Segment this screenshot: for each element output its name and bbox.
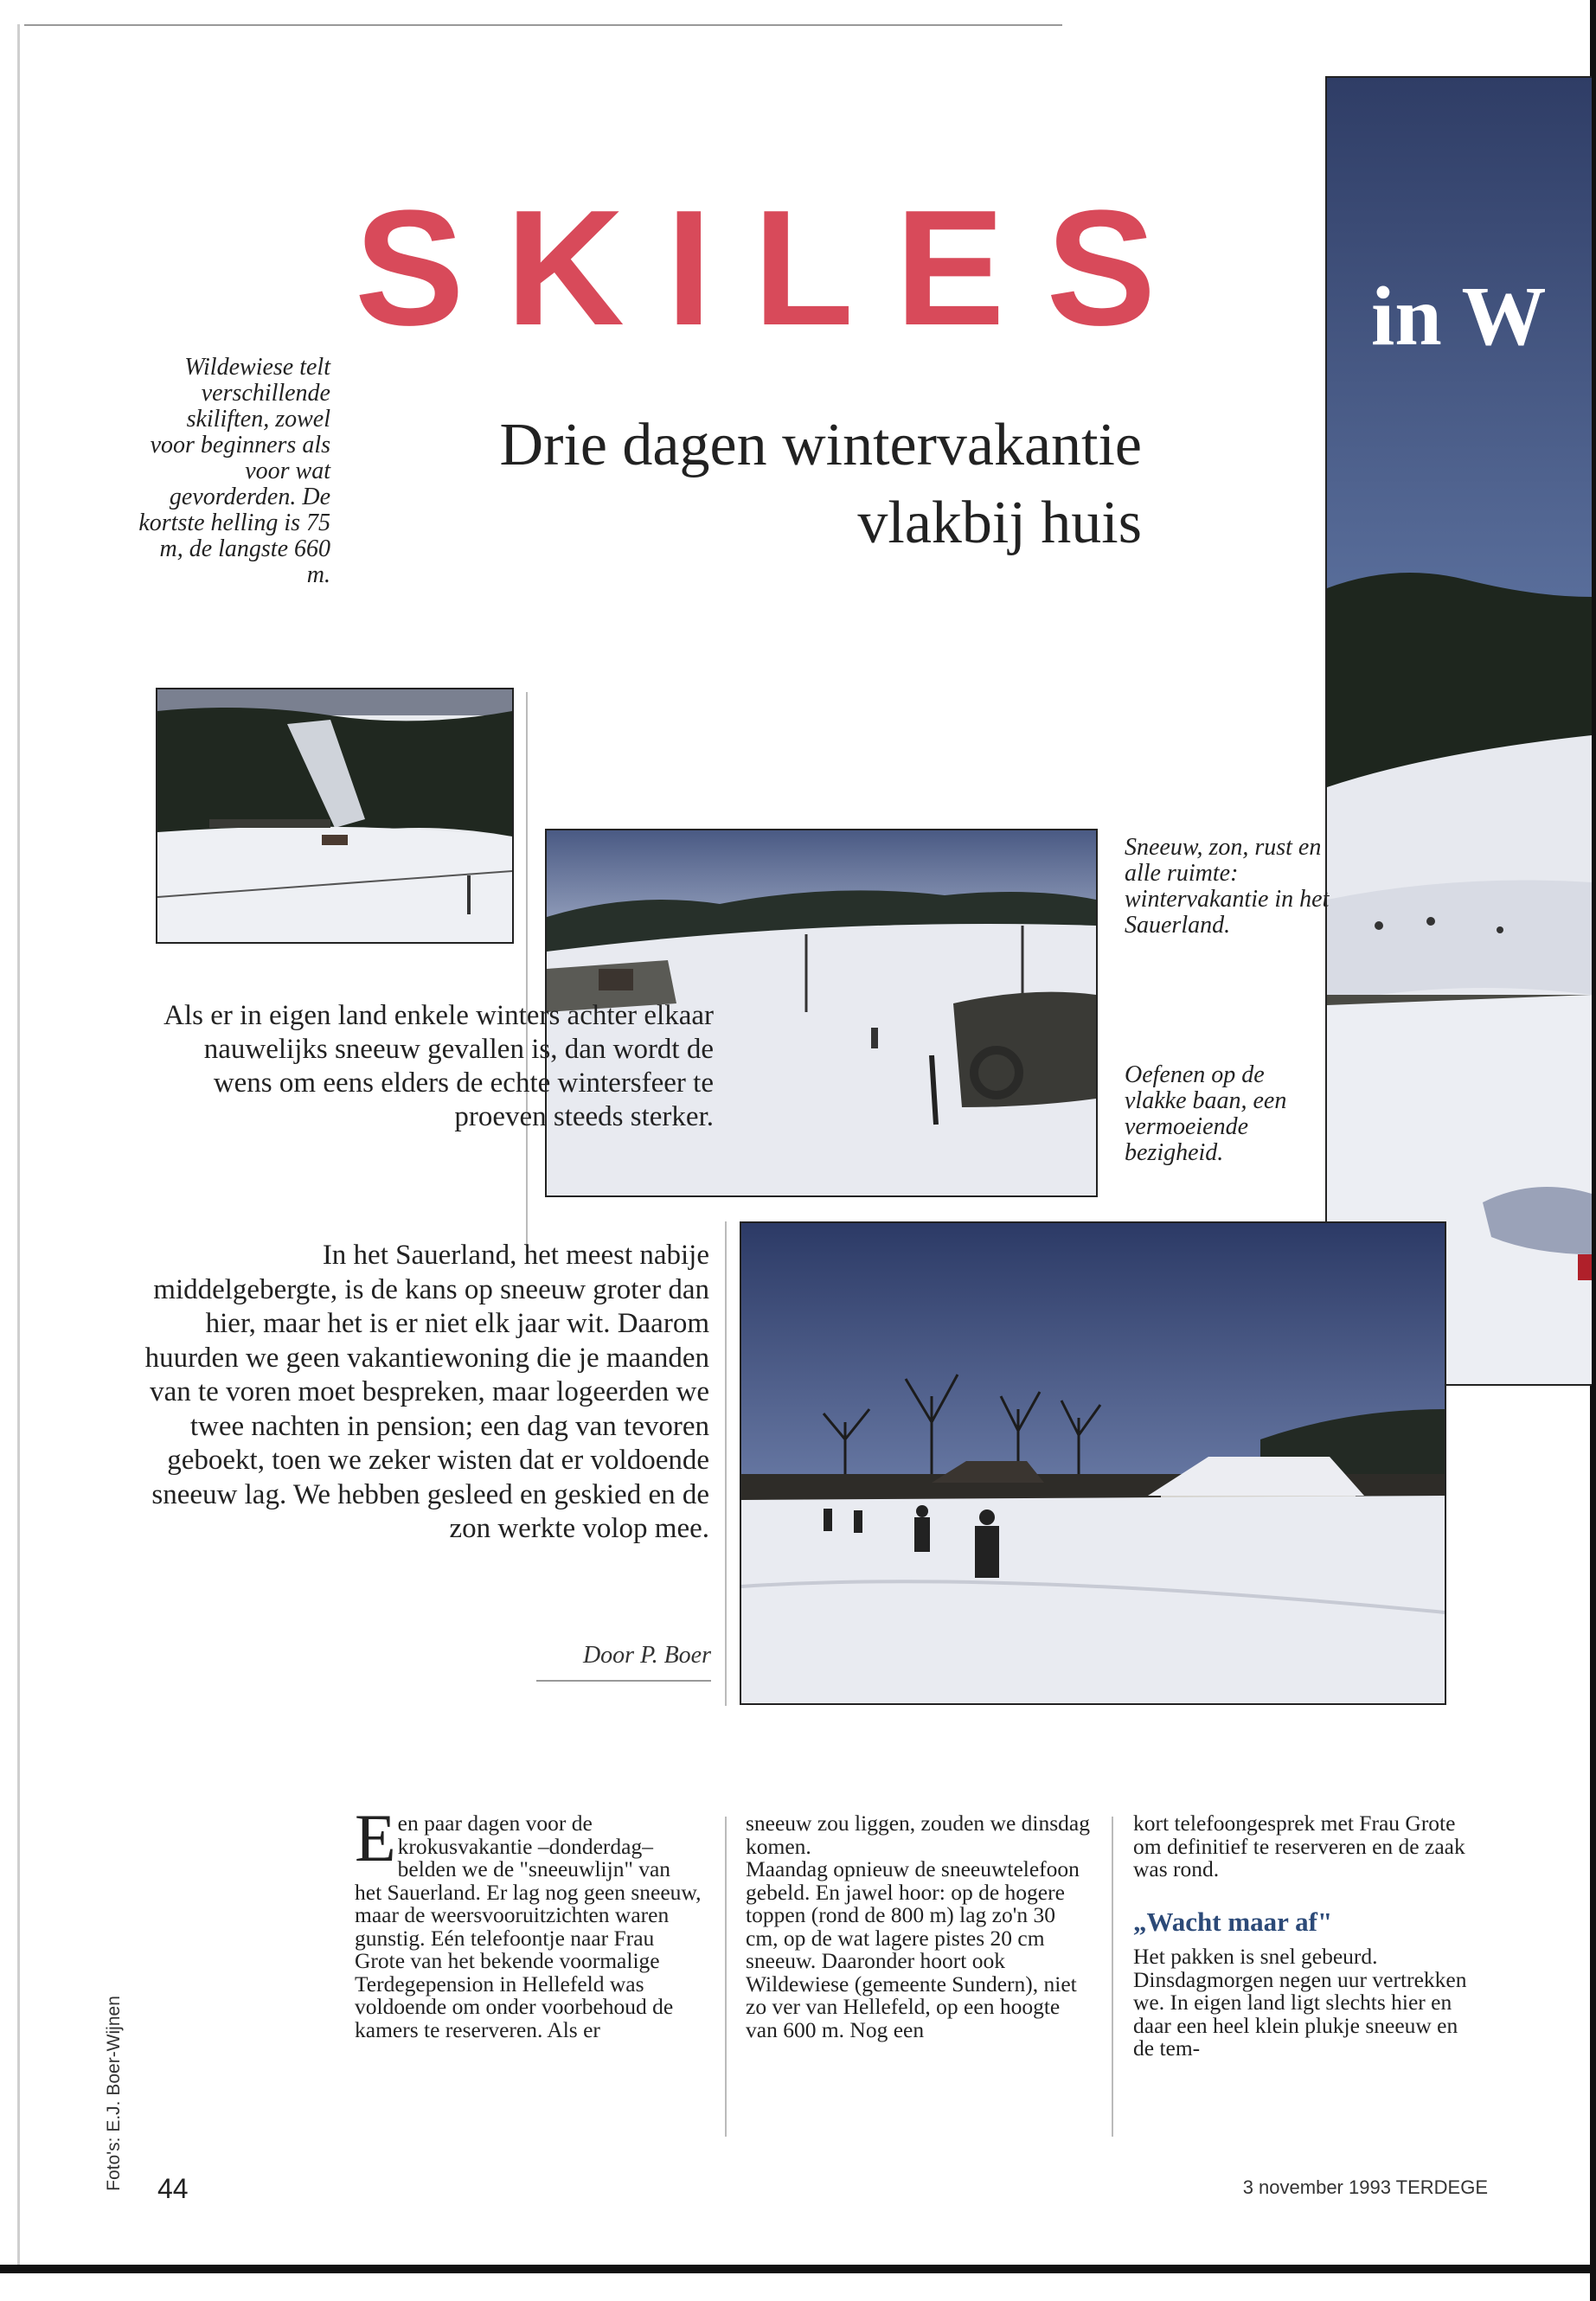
column-rule: [725, 1817, 727, 2137]
intro-paragraph-2: In het Sauerland, het meest nabije middelgebergte, is de kans op sneeuw groter dan hier, maar het is er niet elk jaar wit. Daarom huurden we geen vakantiewoning die je maanden van te voren moet bespreken, maar logeerden we twee nachten in pension; een dag van tevoren geboekt, toen we zeker wisten dat er voldoende sneeuw lag. We hebben gesleed en geskied en de zon werkte volop mee.: [144, 1240, 709, 1544]
issue-footer: 3 november 1993 TERDEGE: [1242, 2176, 1488, 2198]
left-edge-shadow: [17, 24, 20, 2273]
title-continuation: in W: [1371, 270, 1547, 363]
drop-cap: E: [355, 1800, 396, 1875]
caption-right-bottom: Oefenen op de vlakke baan, een vermoeiende bezigheid.: [1125, 1061, 1287, 1166]
byline: Door P. Boer: [582, 1642, 711, 1669]
subtitle-line-1: Drie dagen wintervakantie: [499, 412, 1142, 478]
subtitle: [337, 407, 1142, 562]
body-column-3-paragraph-1: kort telefoongesprek met Frau Grote om definitief te reserveren en de zaak was rond.: [1133, 1811, 1465, 1881]
body-column-2: [746, 1812, 1092, 2041]
bottom-edge-border: [0, 2265, 1596, 2273]
body-column-3: [1133, 1812, 1479, 2061]
caption-left: Wildewiese telt verschillende skiliften, zowel voor beginners als voor wat gevorderden. De kortste helling is 75 m, de langste 660 m.: [138, 354, 330, 588]
byline-rule: [536, 1680, 711, 1682]
body-column-2-paragraph-1: sneeuw zou liggen, zouden we dinsdag komen.: [746, 1811, 1090, 1859]
body-column-2-paragraph-2: Maandag opnieuw de sneeuwtelefoon gebeld. En jawel hoor: op de hogere toppen (rond de 800 m) lag zo'n 30 cm, op de wat lagere pistes 20 cm sneeuw. Daaronder hoort ook Wildewiese (gemeente Sundern), niet zo ver van Hellefeld, op een hoogte van 600 m. Nog een: [746, 1856, 1080, 2042]
page-title: SKILES: [355, 176, 1198, 360]
subtitle-line-2: vlakbij huis: [857, 490, 1142, 556]
column-rule: [725, 1221, 727, 1706]
body-column-1: [355, 1800, 702, 2042]
page-number: 44: [157, 2173, 189, 2204]
caption-right-top: Sneeuw, zon, rust en alle ruimte: wintervakantie in het Sauerland.: [1125, 834, 1330, 939]
column-rule: [526, 692, 528, 1246]
intro-paragraph-1: Als er in eigen land enkele winters achter elkaar nauwelijks sneeuw gevallen is, dan wordt de wens om eens elders de echte wintersfeer te proeven steeds sterker.: [163, 1000, 714, 1132]
section-subhead: „Wacht maar af": [1133, 1906, 1333, 1937]
top-edge-line: [24, 24, 1062, 26]
photo-credit: Foto's: E.J. Boer-Wijnen: [104, 1996, 124, 2191]
photo-valley-skilift: [156, 688, 514, 944]
column-rule: [1112, 1817, 1113, 2137]
photo-cross-country-skiers: [740, 1221, 1446, 1705]
body-column-1-text: en paar dagen voor de krokusvakantie –donderdag– belden we de "sneeuwlijn" van het Sauerland. Er lag nog geen sneeuw, maar de weersvooruitzichten waren gunstig. Eén telefoontje naar Frau Grote van het bekende voormalige Terdegepension in Hellefeld was voldoende om onder voorbehoud de kamers te reserveren. Als er: [355, 1811, 702, 2042]
body-column-3-paragraph-2: Het pakken is snel gebeurd. Dinsdagmorgen negen uur vertrekken we. In eigen land ligt slechts hier en daar een heel klein plukje sneeuw en de tem-: [1133, 1944, 1467, 2061]
